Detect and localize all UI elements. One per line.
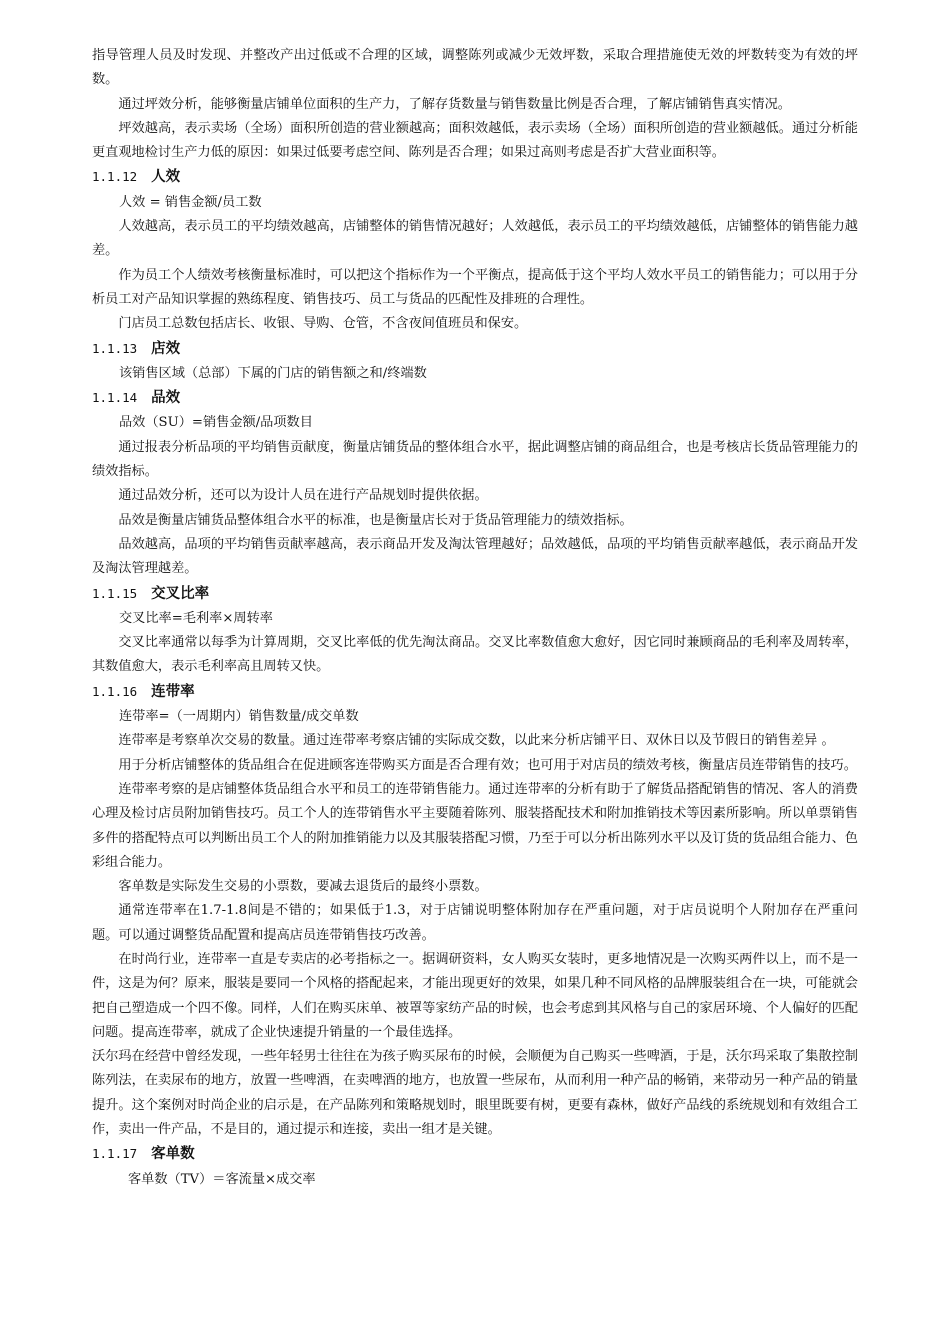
section-heading: [92, 386, 858, 411]
paragraph: 在时尚行业，连带率一直是专卖店的必考指标之一。据调研资料，女人购买女装时，更多地情况是一次购买两件以上，而不是一件，这是为何？原来，服装是要同一个风格的搭配起来，才能出现更好的效果，如果几种不同风格的品牌服装组合在一块，可能就会把自己塑造成一个四不像。同样，人们在购买床单、被罩等家纺产品的时候，也会考虑到其风格与自己的家居环境、个人偏好的匹配问题。提高连带率，就成了企业快速提升销量的一个最佳选择。: [92, 951, 858, 1040]
formula-line: 该销售区域（总部）下属的门店的销售额之和/终端数: [119, 365, 427, 381]
section-title: 人效: [151, 169, 181, 186]
formula-line: 品效（SU）=销售金额/品项数目: [119, 415, 313, 431]
section-heading: [92, 680, 858, 705]
formula-line: 连带率=（一周期内）销售数量/成交单数: [119, 709, 359, 725]
formula-line: 人效 = 销售金额/员工数: [119, 194, 262, 210]
section-heading: [92, 582, 858, 607]
section-number: 1.1.15: [92, 585, 138, 601]
paragraph: 通过品效分析，还可以为设计人员在进行产品规划时提供依据。: [118, 488, 488, 504]
formula-line: 交叉比率=毛利率×周转率: [119, 610, 273, 626]
paragraph: 门店员工总数包括店长、收银、导购、仓管，不含夜间值班员和保安。: [118, 316, 528, 332]
section-title: 连带率: [151, 683, 195, 700]
paragraph: 通常连带率在1.7-1.8间是不错的；如果低于1.3，对于店铺说明整体附加存在严重问题，对于店员说明个人附加存在严重问题。可以通过调整货品配置和提高店员连带销售技巧改善。: [92, 903, 858, 943]
document-body: [92, 44, 858, 1192]
section-title: 客单数: [151, 1146, 195, 1163]
paragraph: 客单数是实际发生交易的小票数，要减去退货后的最终小票数。: [118, 879, 488, 895]
section-number: 1.1.16: [92, 683, 138, 699]
section-number: 1.1.17: [92, 1146, 138, 1162]
formula-line: 客单数（TV）＝客流量×成交率: [128, 1171, 316, 1187]
paragraph: 通过坪效分析，能够衡量店铺单位面积的生产力，了解存货数量与销售数量比例是否合理，了解店铺销售真实情况。: [118, 96, 791, 112]
paragraph: 品效是衡量店铺货品整体组合水平的标准，也是衡量店长对于货品管理能力的绩效指标。: [118, 512, 633, 528]
paragraph: 连带率考察的是店铺整体货品组合水平和员工的连带销售能力。通过连带率的分析有助于了解货品搭配销售的情况、客人的消费心理及检讨店员附加销售技巧。员工个人的连带销售水平主要随着陈列、服装搭配技术和附加推销技术等因素所影响。所以单票销售多件的搭配特点可以判断出员工个人的附加推销能力以及其服装搭配习惯，乃至于可以分析出陈列水平以及订货的货品组合能力、色彩组合能力。: [92, 781, 858, 870]
section-title: 交叉比率: [151, 585, 210, 602]
section-number: 1.1.13: [92, 340, 138, 356]
paragraph: 品效越高，品项的平均销售贡献率越高，表示商品开发及淘汰管理越好；品效越低，品项的平均销售贡献率越低，表示商品开发及淘汰管理越差。: [92, 536, 858, 577]
paragraph: 交叉比率通常以每季为计算周期，交叉比率低的优先淘汰商品。交叉比率数值愈大愈好，因它同时兼顾商品的毛利率及周转率，其数值愈大，表示毛利率高且周转又快。: [92, 635, 858, 675]
paragraph: 沃尔玛在经营中曾经发现，一些年轻男士往往在为孩子购买尿布的时候，会顺便为自己购买一些啤酒，于是，沃尔玛采取了集散控制陈列法，在卖尿布的地方，放置一些啤酒，在卖啤酒的地方，也放置一些尿布，从而利用一种产品的畅销，来带动另一种产品的销量提升。这个案例对时尚企业的启示是，在产品陈列和策略规划时，眼里既要有树，更要有森林，做好产品线的系统规划和有效组合工作，卖出一件产品，不是目的，通过提示和连接，卖出一组才是关键。: [92, 1049, 858, 1138]
paragraph: 人效越高，表示员工的平均绩效越高，店铺整体的销售情况越好；人效越低，表示员工的平均绩效越低，店铺整体的销售能力越差。: [92, 219, 858, 259]
section-heading: [92, 1142, 858, 1167]
paragraph: 用于分析店铺整体的货品组合在促进顾客连带购买方面是否合理有效；也可用于对店员的绩效考核，衡量店员连带销售的技巧。: [118, 757, 857, 773]
paragraph: 坪效越高，表示卖场（全场）面积所创造的营业额越高；面积效越低，表示卖场（全场）面积所创造的营业额越低。通过分析能更直观地检讨生产力低的原因：如果过低要考虑空间、陈列是否合理；如果过高则考虑是否扩大营业面积等。: [92, 120, 858, 161]
section-heading: [92, 337, 858, 362]
section-heading: [92, 165, 858, 190]
section-number: 1.1.12: [92, 169, 138, 185]
paragraph: 连带率是考察单次交易的数量。通过连带率考察店铺的实际成交数，以此来分析店铺平日、双休日以及节假日的销售差异 。: [118, 733, 835, 749]
paragraph: 指导管理人员及时发现、并整改产出过低或不合理的区域，调整陈列或减少无效坪数，采取合理措施使无效的坪数转变为有效的坪数。: [92, 48, 858, 88]
section-title: 店效: [151, 340, 181, 357]
paragraph: 通过报表分析品项的平均销售贡献度，衡量店铺货品的整体组合水平，据此调整店铺的商品组合，也是考核店长货品管理能力的绩效指标。: [92, 439, 858, 480]
section-title: 品效: [151, 390, 181, 407]
section-number: 1.1.14: [92, 390, 138, 406]
paragraph: 作为员工个人绩效考核衡量标准时，可以把这个指标作为一个平衡点，提高低于这个平均人效水平员工的销售能力；可以用于分析员工对产品知识掌握的熟练程度、销售技巧、员工与货品的匹配性及排班的合理性。: [92, 267, 858, 307]
